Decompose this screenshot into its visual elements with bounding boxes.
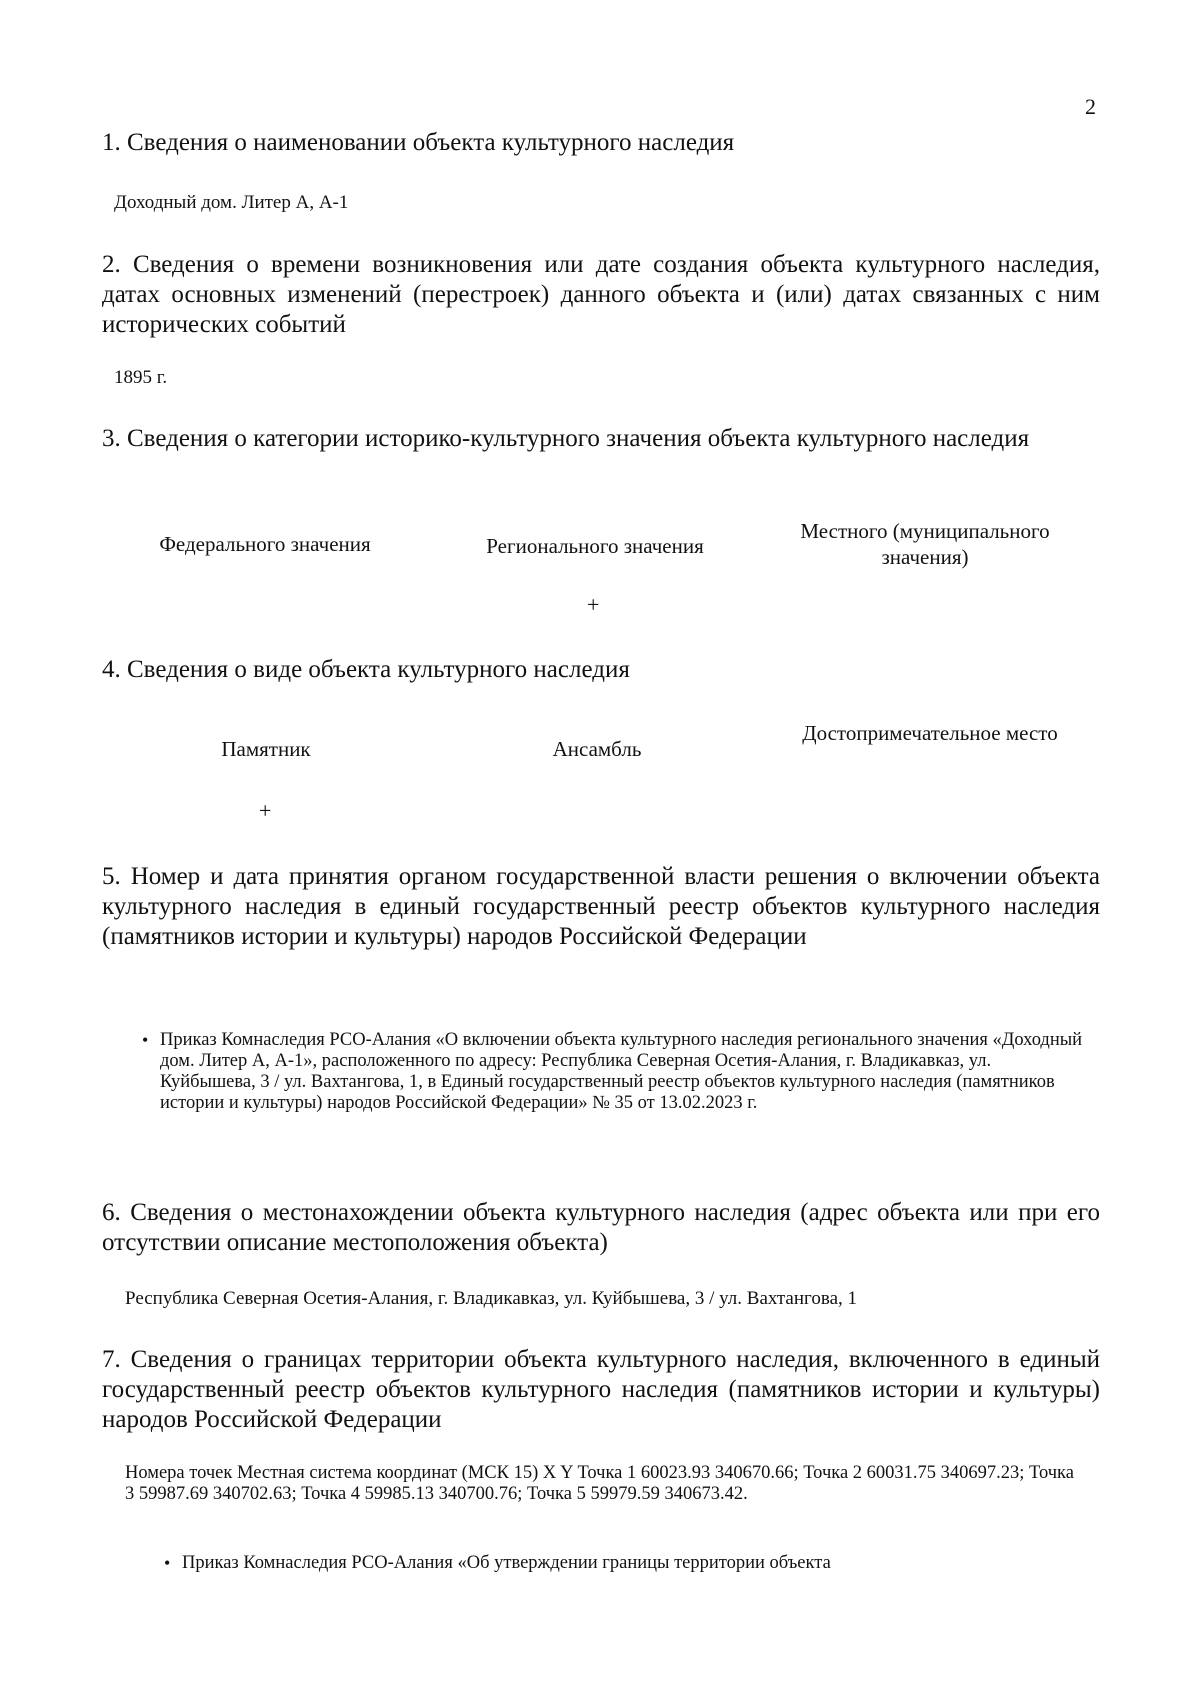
section-2-value: 1895 г.: [114, 367, 168, 388]
section-5-bullet: [142, 1030, 1090, 1114]
bullet-dot-icon: •: [164, 1553, 171, 1573]
page-number: 2: [1085, 94, 1096, 119]
section-7-value: Номера точек Местная система координат (МСК 15) X Y Точка 1 60023.93 340670.66; Точка 2 60031.75 340697.23; Точка 3 59987.69 340702.63; Точка 4 59985.13 340700.76; Точка 5 59979.59 340673.42.: [125, 1463, 1074, 1504]
category-federal: Федерального значения: [159, 532, 371, 556]
section-6-heading: 6. Сведения о местонахождении объекта культурного наследия (адрес объекта или при его отсутствии описание местоположения объекта): [102, 1199, 1100, 1256]
section-1-value: Доходный дом. Литер А, А-1: [114, 192, 349, 213]
section-3-heading: 3. Сведения о категории историко-культурного значения объекта культурного наследия: [102, 425, 1030, 452]
section-4-heading: 4. Сведения о виде объекта культурного наследия: [102, 656, 630, 683]
section-5-heading: 5. Номер и дата принятия органом государственной власти решения о включении объекта культурного наследия в единый государственный реестр объектов культурного наследия (памятников истории и культуры) народов Российской Федерации: [102, 863, 1100, 950]
kind-ensemble: Ансамбль: [552, 737, 642, 761]
kind-selected-mark: +: [259, 798, 272, 823]
bullet-dot-icon: •: [142, 1030, 149, 1050]
kind-monument: Памятник: [221, 737, 311, 761]
section-5-bullet-text: Приказ Комнаследия РСО-Алания «О включении объекта культурного наследия регионального значения «Доходный дом. Литер А, А-1», расположенного по адресу: Республика Северная Осетия-Алания, г. Владикавказ, ул. Куйбышева, 3 / ул. Вахтангова, 1, в Единый государственный реестр объектов культурного наследия (памятников истории и культуры) народов Российской Федерации» № 35 от 13.02.2023 г.: [160, 1030, 1083, 1113]
category-regional: Регионального значения: [486, 534, 704, 558]
section-7-bullet-text: Приказ Комнаследия РСО-Алания «Об утверждении границы территории объекта: [182, 1553, 831, 1573]
kind-landmark: Достопримечательное место: [802, 721, 1058, 745]
section-1-heading: 1. Сведения о наименовании объекта культурного наследия: [102, 129, 735, 156]
section-7-bullet: [164, 1553, 1112, 1574]
category-local: Местного (муниципального значения): [800, 519, 1050, 569]
section-7-heading: 7. Сведения о границах территории объекта культурного наследия, включенного в единый государственный реестр объектов культурного наследия (памятников истории и культуры) народов Российской Федерации: [102, 1346, 1100, 1433]
section-2-heading: 2. Сведения о времени возникновения или дате создания объекта культурного наследия, датах основных изменений (перестроек) данного объекта и (или) датах связанных с ним исторических событий: [102, 251, 1100, 338]
category-selected-mark: +: [587, 592, 600, 617]
section-6-value: Республика Северная Осетия-Алания, г. Владикавказ, ул. Куйбышева, 3 / ул. Вахтангова, 1: [125, 1288, 858, 1309]
